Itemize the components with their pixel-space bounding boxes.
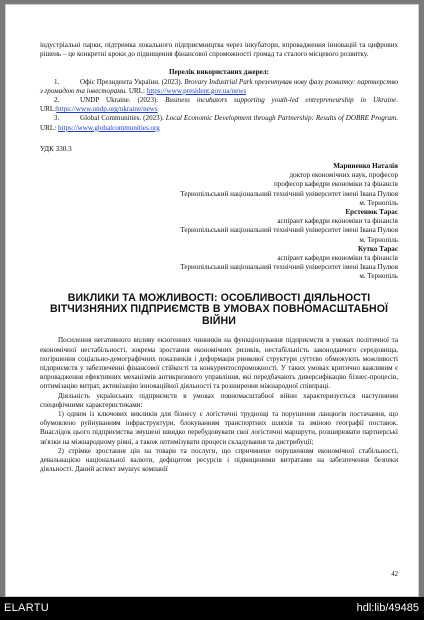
body-paragraph: Посилення негативного впливу екзогенних чинників на функціонування підприємств в умовах політичної та економічної нестабільності, зокрема зростання економічних ризиків, нестабільність законодавчого середовища, погіршення соціально-демографічних показників і деформація ринкової структури суттєво обмежують можливості підприємств у забезпеченні фінансової стійкості та конкурентоспроможності. У таких умовах критично важливим є впровадження ефективних механізмів антикризового управління, які передбачають диверсифікацію бізнес-процесів, оптимізацію витрат, активізацію інноваційної діяльності та розширення міжнародної співпраці. — [40, 336, 398, 391]
reference-link[interactable]: https://www.undp.org/ukraine/news — [56, 105, 158, 114]
reference-url-prefix: URL: — [40, 105, 57, 114]
reference-item — [40, 78, 398, 96]
author-name: Ерстенюк Тарас — [345, 208, 398, 217]
author-affiliation-line: професор кафедри економіки та фінансів — [273, 180, 398, 189]
reference-author: Офіс Президента України. (2023). — [80, 77, 183, 86]
repository-footer-bar — [0, 597, 424, 620]
reference-item — [40, 114, 398, 132]
reference-link[interactable]: https://www.globalcommunities.org — [57, 123, 160, 132]
reference-number: 1. — [54, 77, 60, 86]
author-affiliation-line: м. Тернопіль — [359, 198, 398, 207]
article-body — [40, 336, 398, 474]
author-affiliation-line: Тернопільський національний технічний університет імені Івана Пулюя — [180, 226, 398, 235]
reference-number: 3. — [54, 114, 60, 123]
reference-title: Local Economic Development through Partnership: Results of DOBRE Program. — [165, 114, 398, 123]
page-number: 42 — [391, 571, 398, 578]
body-paragraph: 2) стрімке зростання цін на товари та послуги, що спричинене порушенням економічної стабільності, девальвацією національної валюти, дефіцитом ресурсів і підвищеними витратами на забезпечення безпеки діяльності. Даний аспект змушує компанії — [40, 446, 398, 474]
reference-title: Business incubators supporting youth-led entrepreneurship in Ukraine. — [165, 96, 399, 105]
body-paragraph: 1) одним із ключових викликів для бізнесу є логістичні труднощі та порушення ланцюгів постачання, що обумовлено руйнуванням інфраструктури, блокуванням транспортних шляхів та зміною географії поставок. Внаслідок цього підприємства змушені швидко перебудовувати свої логістичні маршрути, розширювати партнерські зв'язки на міжнародному рівні, а також оптимізувати процеси складування та дистрибуції; — [40, 410, 398, 446]
reference-url-prefix: URL: — [128, 86, 145, 95]
reference-link[interactable]: https://www.president.gov.ua/news — [146, 86, 247, 95]
body-paragraph: Діяльність українських підприємств в умовах повномасштабної війни характеризується наступними специфічними характеристиками: — [40, 391, 398, 409]
author-affiliation-line: м. Тернопіль — [359, 272, 398, 281]
author-name: Кутко Тарас — [357, 244, 398, 253]
author-affiliation-line: доктор економічних наук, професор — [289, 171, 398, 180]
reference-author: UNDP Ukraine. (2023). — [80, 96, 159, 105]
document-page — [5, 4, 419, 597]
udc-code: УДК 330.3 — [40, 144, 72, 153]
reference-url-prefix: URL: — [40, 123, 57, 132]
author-affiliation-line: аспірант кафедри економіки та фінансів — [277, 254, 398, 263]
article-title: ВИКЛИКИ ТА МОЖЛИВОСТІ: ОСОБЛИВОСТІ ДІЯЛЬНОСТІ ВІТЧИЗНЯНИХ ПІДПРИЄМСТВ В УМОВАХ ПОВНОМАСШТАБНОЇ ВІЙНИ — [49, 291, 389, 327]
handle-identifier: hdl:lib/49485 — [356, 602, 419, 614]
repository-name: ELARTU — [4, 602, 49, 614]
reference-item — [40, 96, 398, 114]
author-name: Мариненко Наталія — [333, 162, 398, 171]
authors-block — [40, 162, 398, 282]
page-content — [40, 41, 398, 475]
author-affiliation-line: Тернопільський національний технічний університет імені Івана Пулюя — [180, 189, 398, 198]
author-affiliation-line: Тернопільський національний технічний університет імені Івана Пулюя — [180, 263, 398, 272]
author-affiliation-line: м. Тернопіль — [359, 235, 398, 244]
reference-author: Global Communities. (2023). — [80, 114, 164, 123]
reference-number: 2. — [54, 96, 60, 105]
author-affiliation-line: аспірант кафедри економіки та фінансів — [277, 217, 398, 226]
intro-paragraph-tail: індустріальні парки, підтримка локального підприємництва через інкубатори, впровадження інновацій та цифрових рішень – це конкретні кроки до підвищення фінансової спроможності громад та сталого місцевого розвитку. — [40, 41, 398, 59]
reference-title: Brovary Industrial Park презентував нову фазу розвитку: партнерство з громадою та інвесторами. — [40, 77, 398, 95]
references-title: Перелік використаних джерел: — [168, 68, 270, 77]
